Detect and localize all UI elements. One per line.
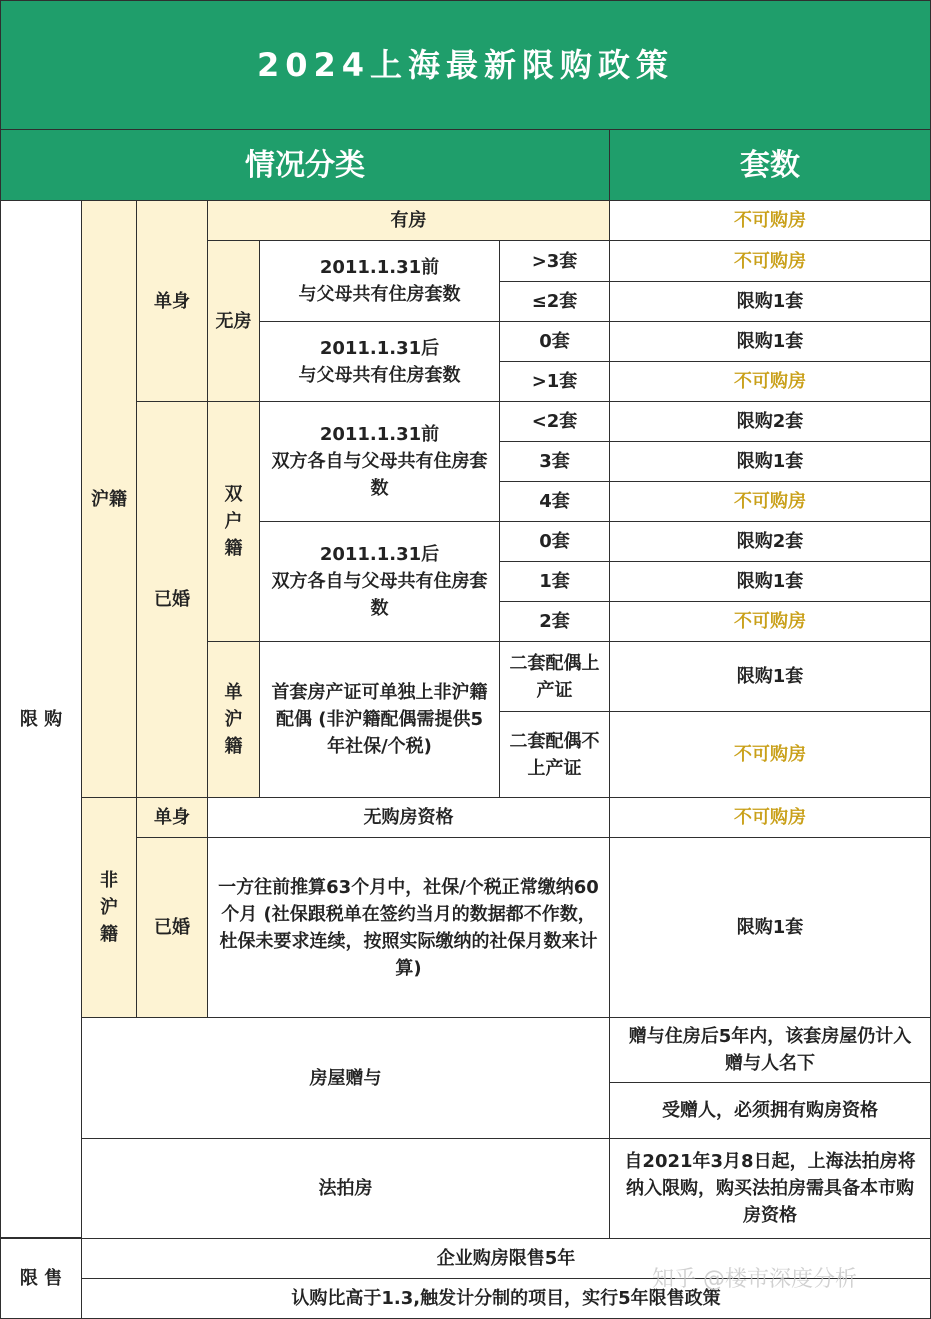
hu-married-sub2: 二套配偶不上产证 <box>499 711 610 798</box>
hu-married-result-5: 限购1套 <box>609 561 931 602</box>
hu-married-result-3: 不可购房 <box>609 481 931 522</box>
hu-married-result-6: 不可购房 <box>609 601 931 642</box>
limit-sale-rule-2: 认购比高于1.3,触发计分制的项目，实行5年限售政策 <box>81 1278 931 1319</box>
hu-single-result-2: 限购1套 <box>609 281 931 322</box>
hu-single-count-2: ≤2套 <box>499 281 610 322</box>
hu-single-count-3: 0套 <box>499 321 610 362</box>
hu-married-sub2-result: 不可购房 <box>609 711 931 798</box>
hu-single-label: 单身 <box>136 200 208 402</box>
non-hu-label: 非沪籍 <box>81 797 137 1018</box>
non-hu-single: 单身 <box>136 797 208 838</box>
hu-married-result-4: 限购2套 <box>609 521 931 562</box>
hu-single-after: 2011.1.31后 与父母共有住房套数 <box>259 321 500 402</box>
hu-label: 沪籍 <box>81 200 137 798</box>
auction-label: 法拍房 <box>81 1138 610 1239</box>
hu-married-sub1: 二套配偶上产证 <box>499 641 610 712</box>
hu-married-count-3: 4套 <box>499 481 610 522</box>
hu-married-count-5: 1套 <box>499 561 610 602</box>
gift-rule-2: 受赠人，必须拥有购房资格 <box>609 1082 931 1139</box>
hu-married-single-hu-desc: 首套房产证可单独上非沪籍配偶 (非沪籍配偶需提供5年社保/个税) <box>259 641 500 798</box>
hu-married-result-1: 限购2套 <box>609 401 931 442</box>
non-hu-married: 已婚 <box>136 837 208 1018</box>
column-header-category: 情况分类 <box>0 129 610 201</box>
hu-married-sub1-result: 限购1套 <box>609 641 931 712</box>
limit-sale-rule-1: 企业购房限售5年 <box>81 1238 931 1279</box>
hu-married-count-2: 3套 <box>499 441 610 482</box>
hu-married-count-1: <2套 <box>499 401 610 442</box>
hu-single-count-4: >1套 <box>499 361 610 402</box>
hu-single-result-4: 不可购房 <box>609 361 931 402</box>
column-header-count: 套数 <box>609 129 931 201</box>
hu-single-has-house-result: 不可购房 <box>609 200 931 241</box>
hu-single-has-house: 有房 <box>207 200 610 241</box>
section-xianshou: 限 售 <box>0 1238 82 1319</box>
non-hu-single-desc: 无购房资格 <box>207 797 610 838</box>
hu-single-no-house: 无房 <box>207 240 260 402</box>
hu-married-result-2: 限购1套 <box>609 441 931 482</box>
hu-married-label: 已婚 <box>136 401 208 798</box>
gift-rule-1: 赠与住房后5年内，该套房屋仍计入赠与人名下 <box>609 1017 931 1083</box>
hu-single-count-1: >3套 <box>499 240 610 282</box>
hu-single-result-1: 不可购房 <box>609 240 931 282</box>
hu-married-double: 双户籍 <box>207 401 260 642</box>
non-hu-married-desc: 一方往前推算63个月中，社保/个税正常缴纳60个月 (社保跟税单在签约当月的数据都不作数，杜保未要求连续，按照实际缴纳的社保月数来计算) <box>207 837 610 1018</box>
section-xiangou: 限 购 <box>0 200 82 1238</box>
hu-married-count-4: 0套 <box>499 521 610 562</box>
hu-married-count-6: 2套 <box>499 601 610 642</box>
hu-married-single-hu: 单沪籍 <box>207 641 260 798</box>
hu-single-before: 2011.1.31前 与父母共有住房套数 <box>259 240 500 322</box>
gift-label: 房屋赠与 <box>81 1017 610 1139</box>
hu-single-result-3: 限购1套 <box>609 321 931 362</box>
watermark: 知乎 @楼市深度分析 <box>652 1267 857 1292</box>
hu-married-after: 2011.1.31后 双方各自与父母共有住房套数 <box>259 521 500 642</box>
non-hu-married-result: 限购1套 <box>609 837 931 1018</box>
auction-rule: 自2021年3月8日起，上海法拍房将纳入限购，购买法拍房需具备本市购房资格 <box>609 1138 931 1239</box>
non-hu-single-result: 不可购房 <box>609 797 931 838</box>
hu-married-before: 2011.1.31前 双方各自与父母共有住房套数 <box>259 401 500 522</box>
page-title: 2024上海最新限购政策 <box>0 0 931 130</box>
